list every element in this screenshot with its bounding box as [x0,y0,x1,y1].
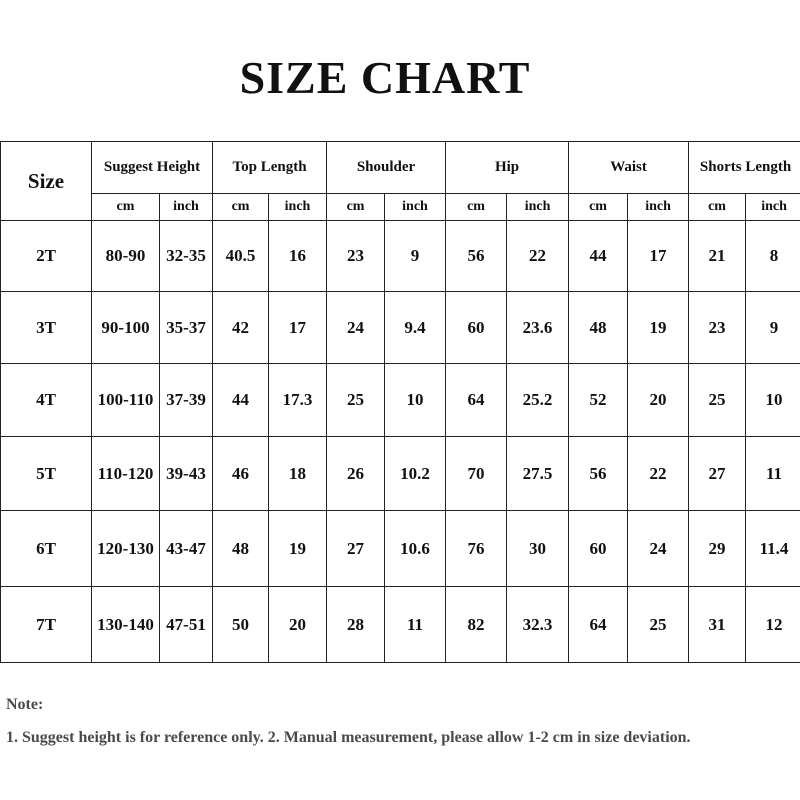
table-cell: 32.3 [507,587,569,663]
size-header: Size [1,142,92,221]
unit-header: inch [160,194,213,221]
table-cell: 27 [689,437,746,511]
table-cell: 21 [689,221,746,292]
table-cell: 8 [746,221,800,292]
table-cell: 110-120 [92,437,160,511]
table-cell: 22 [628,437,689,511]
table-cell: 9 [385,221,446,292]
table-cell: 130-140 [92,587,160,663]
table-cell: 10 [385,364,446,437]
table-cell: 25.2 [507,364,569,437]
table-cell: 80-90 [92,221,160,292]
table-cell: 17 [269,292,327,364]
header-row-units [1,194,800,221]
header-shoulder: Shoulder [327,142,446,194]
unit-header: cm [92,194,160,221]
table-cell: 11 [385,587,446,663]
table-cell: 25 [327,364,385,437]
size-label-cell: 4T [1,364,92,437]
table-cell: 25 [689,364,746,437]
table-cell: 76 [446,511,507,587]
size-label-cell: 6T [1,511,92,587]
table-cell: 42 [213,292,269,364]
unit-header: inch [507,194,569,221]
table-cell: 64 [446,364,507,437]
table-cell: 9.4 [385,292,446,364]
table-cell: 26 [327,437,385,511]
table-cell: 24 [628,511,689,587]
table-cell: 39-43 [160,437,213,511]
header-shorts-length: Shorts Length [689,142,800,194]
table-cell: 60 [569,511,628,587]
table-cell: 27 [327,511,385,587]
unit-header: cm [569,194,628,221]
table-row [1,364,800,437]
header-hip: Hip [446,142,569,194]
table-cell: 43-47 [160,511,213,587]
header-suggest-height: Suggest Height [92,142,213,194]
unit-header: inch [628,194,689,221]
table-cell: 60 [446,292,507,364]
size-chart-table [0,141,800,663]
table-row [1,511,800,587]
table-cell: 12 [746,587,800,663]
table-cell: 30 [507,511,569,587]
unit-header: cm [446,194,507,221]
note-label: Note: [6,696,44,713]
size-label-cell: 2T [1,221,92,292]
table-cell: 56 [446,221,507,292]
table-cell: 10 [746,364,800,437]
table-cell: 46 [213,437,269,511]
table-cell: 82 [446,587,507,663]
page-title: SIZE CHART [239,52,531,103]
table-cell: 17.3 [269,364,327,437]
table-cell: 90-100 [92,292,160,364]
table-cell: 23 [689,292,746,364]
table-cell: 20 [269,587,327,663]
table-cell: 40.5 [213,221,269,292]
table-cell: 10.2 [385,437,446,511]
table-cell: 9 [746,292,800,364]
table-cell: 23.6 [507,292,569,364]
unit-header: inch [746,194,800,221]
header-top-length: Top Length [213,142,327,194]
unit-header: cm [213,194,269,221]
table-cell: 17 [628,221,689,292]
table-cell: 50 [213,587,269,663]
table-cell: 19 [628,292,689,364]
table-cell: 48 [213,511,269,587]
table-cell: 31 [689,587,746,663]
table-cell: 11 [746,437,800,511]
table-cell: 16 [269,221,327,292]
header-row-groups [1,142,800,194]
unit-header: cm [689,194,746,221]
table-cell: 10.6 [385,511,446,587]
table-row [1,292,800,364]
table-cell: 11.4 [746,511,800,587]
table-row [1,221,800,292]
table-cell: 120-130 [92,511,160,587]
table-cell: 70 [446,437,507,511]
table-cell: 47-51 [160,587,213,663]
table-cell: 25 [628,587,689,663]
table-cell: 19 [269,511,327,587]
unit-header: inch [385,194,446,221]
table-cell: 44 [213,364,269,437]
table-row [1,587,800,663]
table-cell: 23 [327,221,385,292]
size-label-cell: 7T [1,587,92,663]
size-table-body [1,221,800,663]
table-cell: 32-35 [160,221,213,292]
table-cell: 64 [569,587,628,663]
size-label-cell: 3T [1,292,92,364]
table-cell: 27.5 [507,437,569,511]
table-cell: 22 [507,221,569,292]
table-cell: 56 [569,437,628,511]
table-cell: 48 [569,292,628,364]
table-cell: 44 [569,221,628,292]
unit-header: cm [327,194,385,221]
table-cell: 35-37 [160,292,213,364]
table-cell: 37-39 [160,364,213,437]
table-cell: 28 [327,587,385,663]
unit-header: inch [269,194,327,221]
size-label-cell: 5T [1,437,92,511]
table-row [1,437,800,511]
table-cell: 20 [628,364,689,437]
table-cell: 52 [569,364,628,437]
table-cell: 24 [327,292,385,364]
note-text: 1. Suggest height is for reference only. 2. Manual measurement, please allow 1-2 cm in size deviation. [6,729,691,746]
table-cell: 29 [689,511,746,587]
header-waist: Waist [569,142,689,194]
table-cell: 18 [269,437,327,511]
table-cell: 100-110 [92,364,160,437]
